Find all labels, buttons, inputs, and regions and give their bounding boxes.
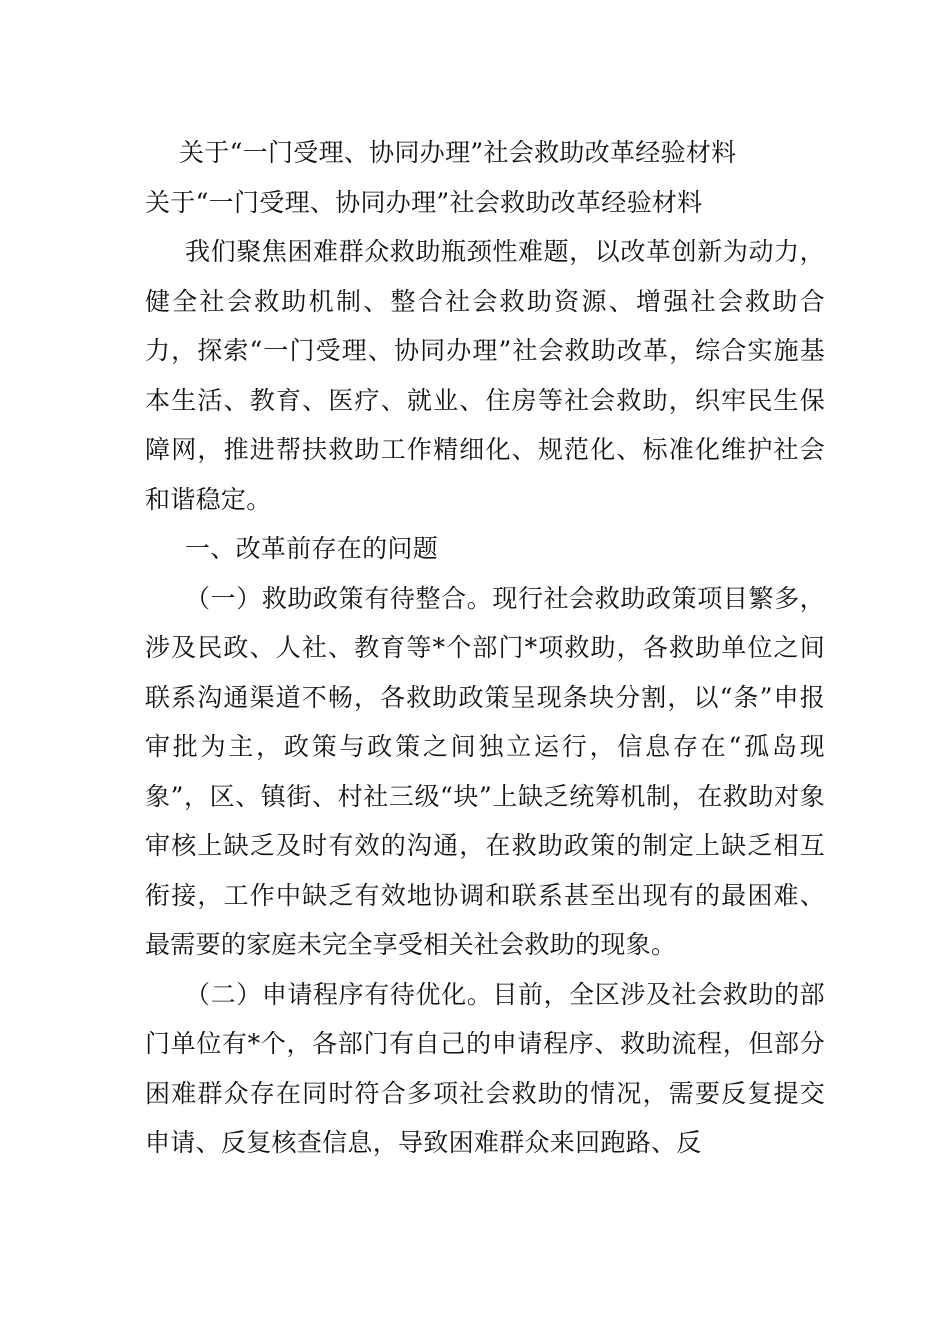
intro-paragraph: 我们聚焦困难群众救助瓶颈性难题，以改革创新为动力，健全社会救助机制、整合社会救助资源、增强社会救助合力，探索“一门受理、协同办理”社会救助改革，综合实施基本生活、教育、医疗、就业、住房等社会救助，织牢民生保障网，推进帮扶救助工作精细化、规范化、标准化维护社会和谐稳定。 xyxy=(145,237,825,514)
document-title: 关于“一门受理、协同办理”社会救助改革经验材料 xyxy=(179,138,737,167)
section-paragraph-procedure: （二）申请程序有待优化。目前，全区涉及社会救助的部门单位有*个，各部门有自己的申请程序、救助流程，但部分困难群众存在同时符合多项社会救助的情况，需要反复提交申请、反复核查信息，导致困难群众来回跑路、反 xyxy=(145,979,825,1157)
section-paragraph-policy: （一）救助政策有待整合。现行社会救助政策项目繁多，涉及民政、人社、教育等*个部门*项救助，各救助单位之间联系沟通渠道不畅，各救助政策呈现条块分割，以“条”申报审批为主，政策与政策之间独立运行，信息存在“孤岛现象”，区、镇街、村社三级“块”上缺乏统筹机制，在救助对象审核上缺乏及时有效的沟通，在救助政策的制定上缺乏相互衔接，工作中缺乏有效地协调和联系甚至出现有的最困难、最需要的家庭未完全享受相关社会救助的现象。 xyxy=(145,583,825,959)
document-title-repeat: 关于“一门受理、协同办理”社会救助改革经验材料 xyxy=(145,187,703,217)
document-body xyxy=(145,128,825,1168)
section-heading: 一、改革前存在的问题 xyxy=(185,534,439,563)
